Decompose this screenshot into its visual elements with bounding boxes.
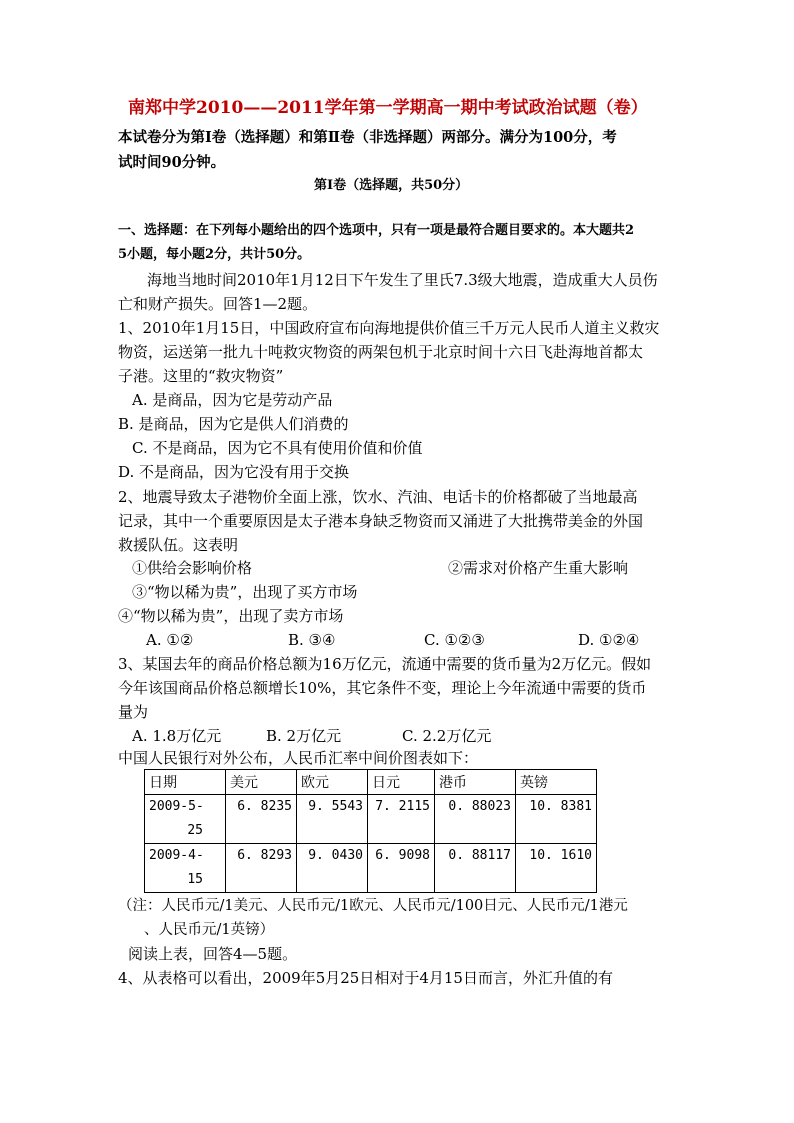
header-eur: 欧元 (297, 770, 368, 795)
cell-date-part: 2009-5- (149, 799, 204, 814)
cell-date-part: 2009-4- (149, 848, 204, 863)
q1-line-3: 子港。这里的“救灾物资” (118, 367, 284, 385)
cell-hkd: 0. 88023 (435, 795, 516, 844)
q2-line-1: 2、地震导致太子港物价全面上涨，饮水、汽油、电话卡的价格都破了当地最高 (118, 488, 638, 506)
q2-option-b: B. ③④ (288, 631, 336, 649)
cell-date (145, 844, 226, 893)
cell-jpy: 6. 9098 (368, 844, 435, 893)
context1-line-2: 亡和财产损失。回答1—2题。 (118, 295, 318, 313)
q1-line-1: 1、2010年1月15日，中国政府宣布向海地提供价值三千万元人民币人道主义救灾 (118, 319, 660, 337)
cell-usd: 6. 8293 (226, 844, 297, 893)
q2-statement-4: ④“物以稀为贵”，出现了卖方市场 (118, 607, 344, 625)
cell-eur: 9. 0430 (297, 844, 368, 893)
q2-option-d: D. ①②④ (578, 631, 640, 649)
cell-usd: 6. 8235 (226, 795, 297, 844)
q1-option-b: B. 是商品，因为它是供人们消费的 (118, 415, 349, 433)
q2-statement-2: ②需求对价格产生重大影响 (448, 559, 629, 577)
q2-line-2: 记录，其中一个重要原因是太子港本身缺乏物资而又涌进了大批携带美金的外国 (118, 512, 644, 530)
context2: 阅读上表，回答4—5题。 (128, 945, 298, 963)
header-usd: 美元 (226, 770, 297, 795)
q3-line-3: 量为 (118, 703, 149, 721)
table-row (145, 795, 597, 844)
intro-line-1: 本试卷分为第Ⅰ卷（选择题）和第Ⅱ卷（非选择题）两部分。满分为100分，考 (118, 129, 617, 146)
cell-hkd: 0. 88117 (435, 844, 516, 893)
note-line-2: 、人民币元/1英镑） (144, 922, 275, 938)
intro-line-2: 试时间90分钟。 (118, 154, 226, 171)
q3-line-1: 3、某国去年的商品价格总额为16万亿元，流通中需要的货币量为2万亿元。假如 (118, 655, 652, 673)
section-heading: 第Ⅰ卷（选择题，共50分） (314, 178, 469, 193)
q2-option-a: A. ①② (146, 631, 194, 649)
cell-jpy: 7. 2115 (368, 795, 435, 844)
context1-line-1: 海地当地时间2010年1月12日下午发生了里氏7.3级大地震，造成重大人员伤 (147, 271, 658, 289)
cell-eur: 9. 5543 (297, 795, 368, 844)
exam-title: 南郑中学2010——2011学年第一学期高一期中考试政治试题（卷） (128, 98, 648, 118)
q1-line-2: 物资，运送第一批九十吨救灾物资的两架包机于北京时间十六日飞赴海地首都太 (118, 343, 644, 361)
table-header-row (145, 770, 597, 795)
cell-date-part: 25 (187, 823, 203, 838)
table-row (145, 844, 597, 893)
note-line-1: （注：人民币元/1美元、人民币元/1欧元、人民币元/100日元、人民币元/1港元 (118, 898, 628, 914)
q2-option-c: C. ①②③ (424, 631, 485, 649)
q4-line-1: 4、从表格可以看出，2009年5月25日相对于4月15日而言，外汇升值的有 (118, 969, 613, 987)
q2-statement-3: ③“物以稀为贵”，出现了买方市场 (132, 583, 358, 601)
q3-option-b: B. 2万亿元 (266, 727, 342, 745)
header-date: 日期 (145, 770, 226, 795)
q3-line-2: 今年该国商品价格总额增长10%，其它条件不变，理论上今年流通中需要的货币 (118, 679, 647, 697)
part1-line-2: 5小题，每小题2分，共计50分。 (118, 247, 311, 262)
q2-statement-1: ①供给会影响价格 (132, 559, 253, 577)
cell-date (145, 795, 226, 844)
exchange-rate-table (144, 769, 597, 893)
header-gbp: 英镑 (516, 770, 597, 795)
header-jpy: 日元 (368, 770, 435, 795)
q1-option-c: C. 不是商品，因为它不具有使用价值和价值 (132, 439, 423, 457)
cell-gbp: 10. 1610 (516, 844, 597, 893)
part1-line-1: 一、选择题：在下列每小题给出的四个选项中，只有一项是最符合题目要求的。本大题共2 (118, 223, 635, 238)
q3-option-c: C. 2.2万亿元 (402, 727, 492, 745)
cell-gbp: 10. 8381 (516, 795, 597, 844)
table-intro: 中国人民银行对外公布，人民币汇率中间价图表如下： (118, 749, 479, 767)
q2-line-3: 救援队伍。这表明 (118, 536, 239, 554)
q3-option-a: A. 1.8万亿元 (132, 727, 222, 745)
header-hkd: 港币 (435, 770, 516, 795)
q1-option-a: A. 是商品，因为它是劳动产品 (132, 391, 333, 409)
q1-option-d: D. 不是商品，因为它没有用于交换 (118, 463, 350, 481)
cell-date-part: 15 (187, 872, 203, 887)
